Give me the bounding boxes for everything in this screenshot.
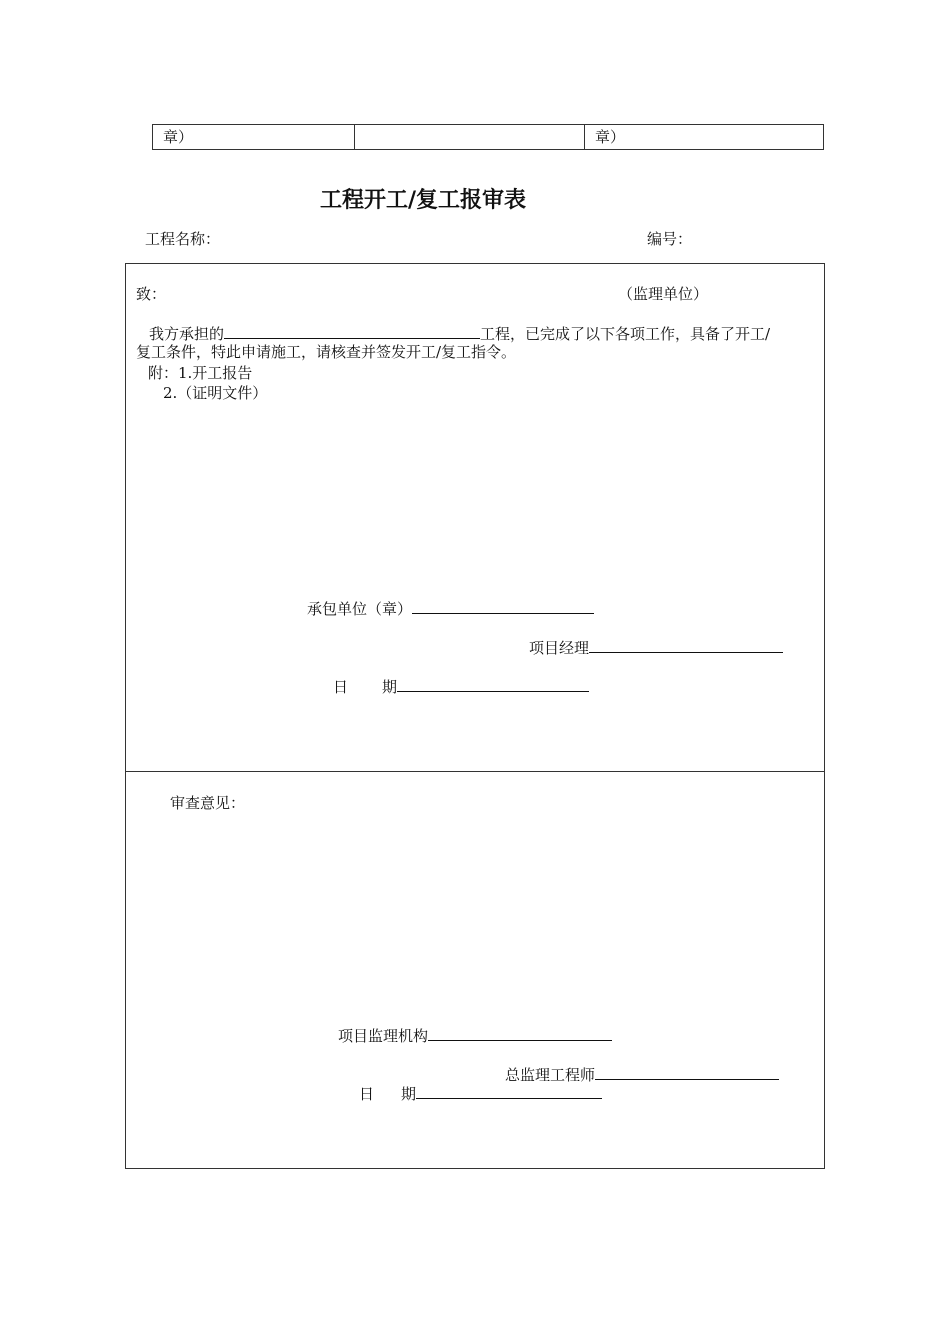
- application-date-blank[interactable]: [397, 675, 589, 692]
- chief-blank[interactable]: [595, 1063, 779, 1080]
- attachment-1: 附：1.开工报告: [148, 364, 253, 382]
- body-line1-suffix: 工程，已完成了以下各项工作，具备了开工/: [480, 325, 771, 343]
- org-blank[interactable]: [428, 1024, 612, 1041]
- supervisor-unit-label: （监理单位）: [618, 285, 709, 303]
- manager-signature-row: [529, 636, 783, 658]
- body-prefix: 我方承担的: [149, 325, 225, 343]
- date-char-2: 期: [382, 678, 398, 696]
- review-date-row: [359, 1082, 602, 1104]
- manager-label: 项目经理: [529, 639, 590, 657]
- review-date-char-2: 期: [401, 1085, 417, 1103]
- review-opinion-label: 审查意见：: [170, 794, 246, 812]
- top-signature-table: [152, 124, 824, 150]
- date-char-1: 日: [333, 678, 349, 696]
- application-date-row: [333, 675, 589, 697]
- project-name-blank[interactable]: [224, 322, 480, 339]
- org-label: 项目监理机构: [338, 1027, 429, 1045]
- top-cell-2: [355, 125, 585, 149]
- application-body-line2: 复工条件，特此申请施工，请核查并签发开工/复工指令。: [136, 343, 517, 361]
- number-label: 编号：: [647, 230, 693, 248]
- contractor-label: 承包单位（章）: [307, 600, 413, 618]
- chief-label: 总监理工程师: [505, 1066, 596, 1084]
- section-divider: [125, 771, 825, 772]
- review-date-char-1: 日: [359, 1085, 375, 1103]
- contractor-blank[interactable]: [412, 597, 594, 614]
- manager-blank[interactable]: [589, 636, 783, 653]
- to-label: 致：: [136, 285, 167, 303]
- top-cell-3: 章）: [595, 128, 626, 146]
- form-title: 工程开工/复工报审表: [319, 188, 527, 213]
- top-cell-1: 章）: [153, 125, 355, 149]
- application-body-line1: [136, 322, 770, 344]
- supervision-org-row: [338, 1024, 612, 1046]
- review-date-blank[interactable]: [416, 1082, 602, 1099]
- project-name-label: 工程名称：: [145, 230, 221, 248]
- contractor-signature-row: [307, 597, 594, 619]
- attachment-2: 2.（证明文件）: [163, 384, 268, 402]
